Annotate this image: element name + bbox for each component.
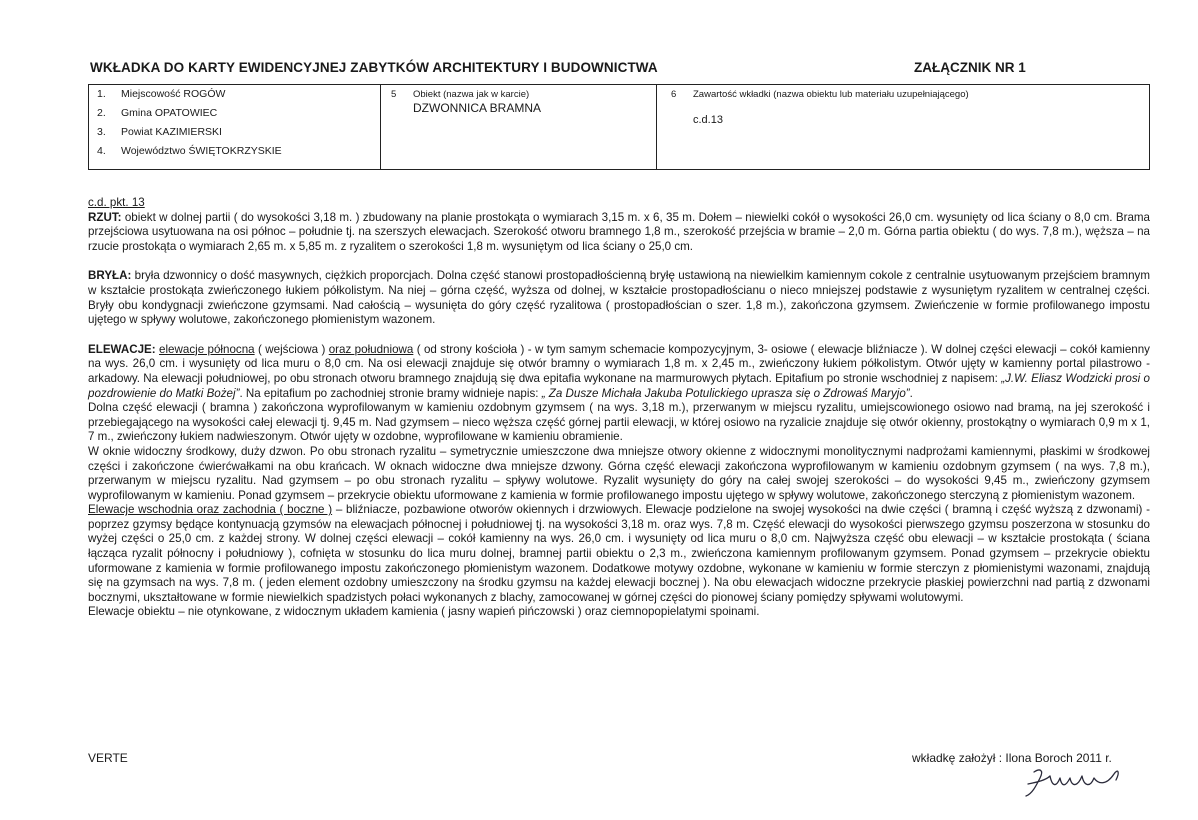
elewacja-text: . bbox=[909, 386, 913, 400]
elewacje-section bbox=[88, 343, 1150, 401]
contents-label bbox=[671, 89, 1149, 100]
epitaph-east: „J.W. Eliasz Wodzicki prosi o pozdrowienie do Matki Bożej” bbox=[88, 371, 1150, 400]
document-body bbox=[88, 196, 1150, 620]
location-number: 4. bbox=[97, 144, 106, 157]
object-label bbox=[391, 89, 656, 100]
location-text: Województwo ŚWIĘTOKRZYSKIE bbox=[121, 144, 282, 157]
rzut-text: obiekt w dolnej partii ( do wysokości 3,18 m. ) zbudowany na planie prostokąta o wymiarach 3,15 m. x 6, 35 m. Dołem – niewielki cokół o wysokości 26,0 cm. wysunięty od lica ściany o 8,0 cm. Brama przejściowa usytuowana na osi północ – południe tj. na szerszych elewacjach. Szerokość otworu bramnego 1,8 m., szerokość przejścia w bramie – 2,0 m. Górna partia obiektu ( do wys. 7,8 m.), węższa – na rzucie prostokąta o wymiarach 2,65 m. x 5,85 m. z ryzalitem o szerokości 1,8 m. wysuniętym od lica ściany o 25,0 cm. bbox=[88, 210, 1150, 253]
location-number: 2. bbox=[97, 106, 106, 119]
elewacja-text: ( od strony kościoła ) - w tym samym schemacie kompozycyjnym, 3- osiowe ( elewacje bliźniacze ). W dolnej części elewacji – cokół kamienny na wys. 26,0 cm. i wysunięty od lica muru o 8,0 cm. Na osi elewacji znajduje się otwór bramny o wymiarach 1,8 m. x 2,45 m., zwieńczony łukiem półkolistym. Otwór ujęty w kamienny portal pilastrowo - arkadowy. Na elewacji południowej, po obu stronach otworu bramnego znajdują się dwa epitafia wykonane na marmurowych płytach. Epitafium po stronie wschodniej z napisem: bbox=[88, 342, 1150, 385]
author-line: wkładkę założył : Ilona Boroch 2011 r. bbox=[912, 751, 1112, 765]
location-text: Gmina OPATOWIEC bbox=[121, 106, 218, 119]
location-text: Powiat KAZIMIERSKI bbox=[121, 125, 222, 138]
elewacja-paragraph: Dolna część elewacji ( bramna ) zakończona wyprofilowanym w kamieniu ozdobnym gzymsem ( na wys. 3,18 m.), przerwanym w miejscu ryzalitu, umiejscowionego osiowo nad bramą, na jej szerokość i przebiegającego na wysokości całej elewacji tj. 9,45 m. Nad gzymsem – nieco węższa część górnej partii elewacji, w której osiowo na ryzalicie znajduje się otwór okienny, prostokątny o wymiarach 0,9 m x 1, 7 m., zwieńczony łukiem nadwieszonym. Otwór ujęty w ozdobne, wyprofilowane w kamieniu obramienie. bbox=[88, 401, 1150, 444]
rzut-section bbox=[88, 211, 1150, 255]
elewacje-boczne-text: – bliźniacze, pozbawione otworów okiennych i drzwiowych. Elewacje podzielone na swojej wysokości na dwie części ( bramną i część wyższą z dzwonami) - poprzez gzymsy będące kontynuacją gzymsów na elewacjach północnej i południowej tj. na wysokości 3,18 m. oraz wys. 7,8 m. Część elewacji do wysokości pierwszego gzymsu poszerzona w stosunku do wyżej części o 25,0 cm. z każdej strony. W dolnej części elewacji – cokół kamienny na wys. 26,0 cm. i wysunięty od lica muru o 8,0 cm. Najwyższa część obu elewacji – w kształcie prostokąta ( ściana łącząca ryzalit północny i południowy ), cofnięta w stosunku do lica muru dolnej, bramnej partii obiektu o 2,3 m., zwieńczona kamiennym profilowanym gzymsem. Ponad gzymsem – przekrycie obiektu uformowane z kamienia w formie profilowanego impostu zakończonego płomienistym wazonem. Dodatkowe motywy ozdobne, wykonane w kamieniu w formie sterczyn z płomienistymi wazonami, znajdują się na gzymsach na wys. 7,8 m. ( jeden element ozdobny umieszczony na środku gzymsu na każdej elewacji bocznej ). Na obu elewacjach widoczne przekrycie płaskiej powierzchni nad partią z dzwonami bocznymi, ukształtowane w formie niewielkich spadzistych połaci wykonanych z blachy, zamocowanej w górnej części do pionowej ściany pomiędzy spływami wolutowymi. bbox=[88, 503, 1150, 604]
contents-reference: c.d.13 bbox=[693, 114, 723, 126]
continuation-heading: c.d. pkt. 13 bbox=[88, 196, 145, 209]
rzut-label: RZUT: bbox=[88, 210, 122, 224]
location-number: 1. bbox=[97, 88, 106, 100]
elewacja-poludniowa: oraz południowa bbox=[328, 342, 414, 356]
location-item bbox=[97, 127, 380, 138]
location-item bbox=[97, 89, 380, 100]
object-name: DZWONNICA BRAMNA bbox=[413, 101, 542, 115]
location-column bbox=[89, 85, 381, 169]
location-number: 3. bbox=[97, 125, 106, 138]
info-table bbox=[88, 84, 1150, 170]
elewacje-boczne-label: Elewacje wschodnia oraz zachodnia ( boczne ) bbox=[88, 503, 333, 517]
contents-number: 6 bbox=[671, 89, 677, 100]
bryla-label: BRYŁA: bbox=[88, 269, 132, 283]
handwritten-signature-icon bbox=[1020, 764, 1130, 800]
object-column bbox=[381, 85, 657, 169]
elewacja-paragraph: W oknie widoczny środkowy, duży dzwon. Po obu stronach ryzalitu – symetrycznie umieszczone dwa mniejsze otwory okienne z widocznymi monolitycznymi nadprożami kamiennymi, płaskimi w środkowej części i zakończone ćwierćwałkami na obu krańcach. W oknach widoczne dwa mniejsze dzwony. Górna część elewacji zakończona wyprofilowanym w kamieniu ozdobnym gzymsem ( na wys. 7,8 m.), przerwanym w miejscu ryzalitu. Nad gzymsem – po obu stronach ryzalitu – spływy wolutowe. Ryzalit wysunięty do góry na całej swojej szerokości – do wysokości 9,45 m., zwieńczony gzymsem wyprofilowanym w kamieniu. Ponad gzymsem – przekrycie obiektu uformowane z kamienia w formie profilowanego impostu ujętego w spływy wolutowe, zakończonego sterczyną z płomienistym wazonem. bbox=[88, 444, 1150, 502]
contents-column bbox=[657, 85, 1149, 169]
location-text: Miejscowość ROGÓW bbox=[121, 88, 226, 100]
object-label-text: Obiekt (nazwa jak w karcie) bbox=[413, 89, 530, 100]
elewacja-text: ( wejściowa ) bbox=[254, 342, 329, 356]
elewacje-final: Elewacje obiektu – nie otynkowane, z widocznym układem kamienia ( jasny wapień pińczowski ) oraz ciemnopopielatymi spoinami. bbox=[88, 605, 760, 619]
annex-number: ZAŁĄCZNIK NR 1 bbox=[914, 60, 1026, 75]
bryla-text: bryła dzwonnicy o dość masywnych, ciężkich proporcjach. Dolna część stanowi prostopadłościenną bryłę ustawioną na niewielkim kamiennym cokole z centralnie usytuowanym przejściem bramnym w kształcie prostokąta zwieńczonego łukiem półkolistym. Na niej – górna część, wyższa od dolnej, w kształcie prostopadłościanu o nieco mniejszej podstawie z wysuniętym ryzalitem w centralnej części. Bryły obu kondygnacji zwieńczone gzymsami. Nad całością – wysunięta do góry część ryzalitowa ( prostopadłościan o szer. 1,8 m.), zakończona gzymsem. Zwieńczenie w formie profilowanego impostu ujętego w spływy wolutowe, zakończonego płomienistym wazonem. bbox=[88, 269, 1150, 327]
elewacja-text: . Na epitafium po zachodniej stronie bramy widnieje napis: bbox=[239, 386, 542, 400]
location-item bbox=[97, 146, 380, 157]
object-number: 5 bbox=[391, 89, 397, 100]
elewacja-polnocna: elewacje północna bbox=[159, 342, 255, 356]
elewacje-boczne-section bbox=[88, 503, 1150, 605]
document-title: WKŁADKA DO KARTY EWIDENCYJNEJ ZABYTKÓW ARCHITEKTURY I BUDOWNICTWA bbox=[90, 60, 658, 75]
bryla-section bbox=[88, 269, 1150, 327]
location-item bbox=[97, 108, 380, 119]
verte-label: VERTE bbox=[88, 751, 128, 765]
epitaph-west: „ Za Dusze Michała Jakuba Potulickiego uprasza się o Zdrowaś Maryjo” bbox=[541, 386, 910, 400]
contents-label-text: Zawartość wkładki (nazwa obiektu lub materiału uzupełniającego) bbox=[693, 89, 969, 100]
elewacje-label: ELEWACJE: bbox=[88, 342, 156, 356]
